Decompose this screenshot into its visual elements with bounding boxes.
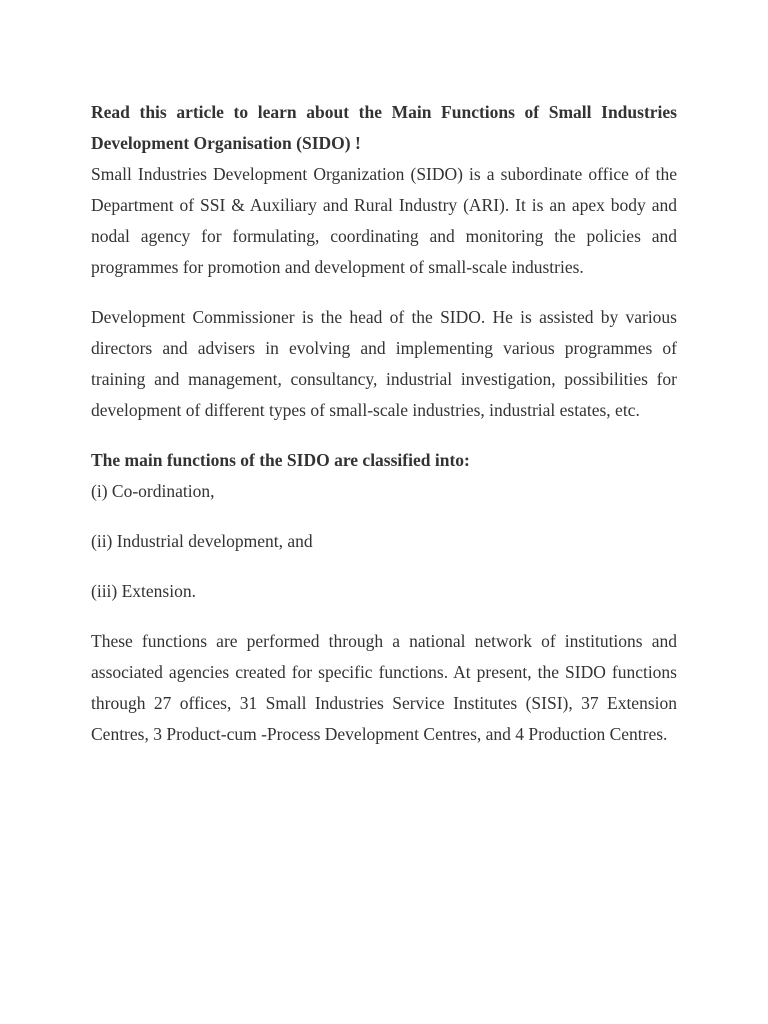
paragraph-network-of-institutions: These functions are performed through a national network of institutions and associated agencies created for specific functions. At present, the SIDO functions through 27 offices, 31 Small Industries Service Institutes (SISI), 37 Extension Centres, 3 Product-cum -Process Development Centres, and 4 Production Centres. bbox=[91, 631, 677, 744]
functions-heading: The main functions of the SIDO are classified into: bbox=[91, 450, 470, 470]
function-item-industrial-development: (ii) Industrial development, and bbox=[91, 531, 313, 551]
paragraph-sido-overview: Small Industries Development Organization (SIDO) is a subordinate office of the Department of SSI & Auxiliary and Rural Industry (ARI). It is an apex body and nodal agency for formulating, coordinating and monitoring the policies and programmes for promotion and development of small-scale industries. bbox=[91, 164, 677, 277]
function-item-coordination: (i) Co-ordination, bbox=[91, 481, 215, 501]
paragraph-development-commissioner: Development Commissioner is the head of the SIDO. He is assisted by various directors and advisers in evolving and implementing various programmes of training and management, consultancy, industrial investigation, possibilities for development of different types of small-scale industries, industrial estates, etc. bbox=[91, 307, 677, 420]
function-item-extension: (iii) Extension. bbox=[91, 581, 196, 601]
intro-heading: Read this article to learn about the Main Functions of Small Industries Development Organisation (SIDO) ! bbox=[91, 102, 677, 153]
article-body bbox=[91, 97, 677, 750]
